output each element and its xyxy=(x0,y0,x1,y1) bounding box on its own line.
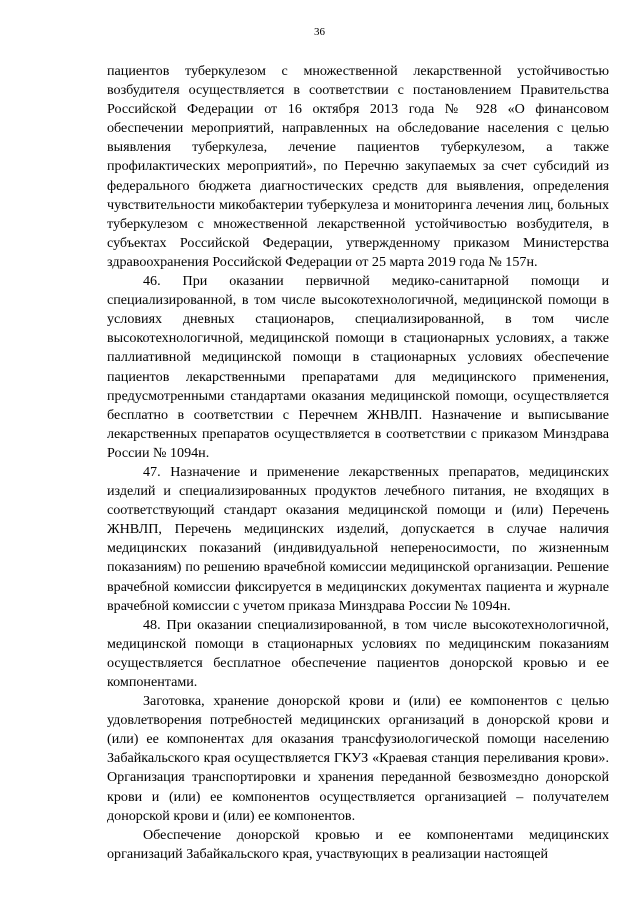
paragraph-blood-supply: Обеспечение донорской кровью и ее компонентами медицинских организаций Забайкальского края, участвующих в реализации настоящей xyxy=(107,826,609,862)
paragraph-continuation: пациентов туберкулезом с множественной лекарственной устойчивостью возбудителя осуществляется в соответствии с постановлением Правительства Российской Федерации от 16 октября 2013 года № 928 «О финансовом обеспечении мероприятий, направленных на обследование населения с целью выявления туберкулеза, лечение пациентов туберкулезом, а также профилактических мероприятий», по Перечню закупаемых за счет субсидий из федерального бюджета диагностических средств для выявления, определения чувствительности микобактерии туберкулеза и мониторинга лечения лиц, больных туберкулезом с множественной лекарственной устойчивостью возбудителя, в субъектах Российской Федерации, утвержденному приказом Министерства здравоохранения Российской Федерации от 25 марта 2019 года № 157н. xyxy=(107,63,609,270)
paragraph-item-46: 46. При оказании первичной медико-санитарной помощи и специализированной, в том числе высокотехнологичной, медицинской помощи в условиях дневных стационаров, специализированной, в том числе высокотехнологичной, медицинской помощи в стационарных условиях, а также паллиативной медицинской помощи в стационарных условиях обеспечение пациентов лекарственными препаратами для медицинского применения, предусмотренными стандартами оказания медицинской помощи, осуществляется бесплатно в соответствии с Перечнем ЖНВЛП. Назначение и выписывание лекарственных препаратов осуществляется в соответствии с приказом Минздрава России № 1094н. xyxy=(107,273,609,461)
page-number: 36 xyxy=(314,26,325,38)
paragraph-item-48: 48. При оказании специализированной, в том числе высокотехнологичной, медицинской помощи в стационарных условиях по медицинским показаниям осуществляется бесплатное обеспечение пациентов донорской кровью и ее компонентами. xyxy=(107,616,609,690)
paragraph-item-47: 47. Назначение и применение лекарственных препаратов, медицинских изделий и специализированных продуктов лечебного питания, не входящих в соответствующий стандарт оказания медицинской помощи и (или) Перечень ЖНВЛП, Перечень медицинских изделий, допускается в случае наличия медицинских показаний (индивидуальной непереносимости, по жизненным показаниям) по решению врачебной комиссии медицинской организации. Решение врачебной комиссии фиксируется в медицинских документах пациента и журнале врачебной комиссии с учетом приказа Минздрава России № 1094н. xyxy=(107,463,609,614)
paragraph-blood-procurement: Заготовка, хранение донорской крови и (или) ее компонентов с целью удовлетворения потребностей медицинских организаций в донорской крови и (или) ее компонентах для оказания трансфузиологической помощи населению Забайкальского края осуществляется ГКУЗ «Краевая станция переливания крови». Организация транспортировки и хранения переданной безвозмездно донорской крови и (или) ее компонентов осуществляется организацией – получателем донорской крови и (или) ее компонентов. xyxy=(107,693,609,824)
body-text xyxy=(107,62,609,864)
